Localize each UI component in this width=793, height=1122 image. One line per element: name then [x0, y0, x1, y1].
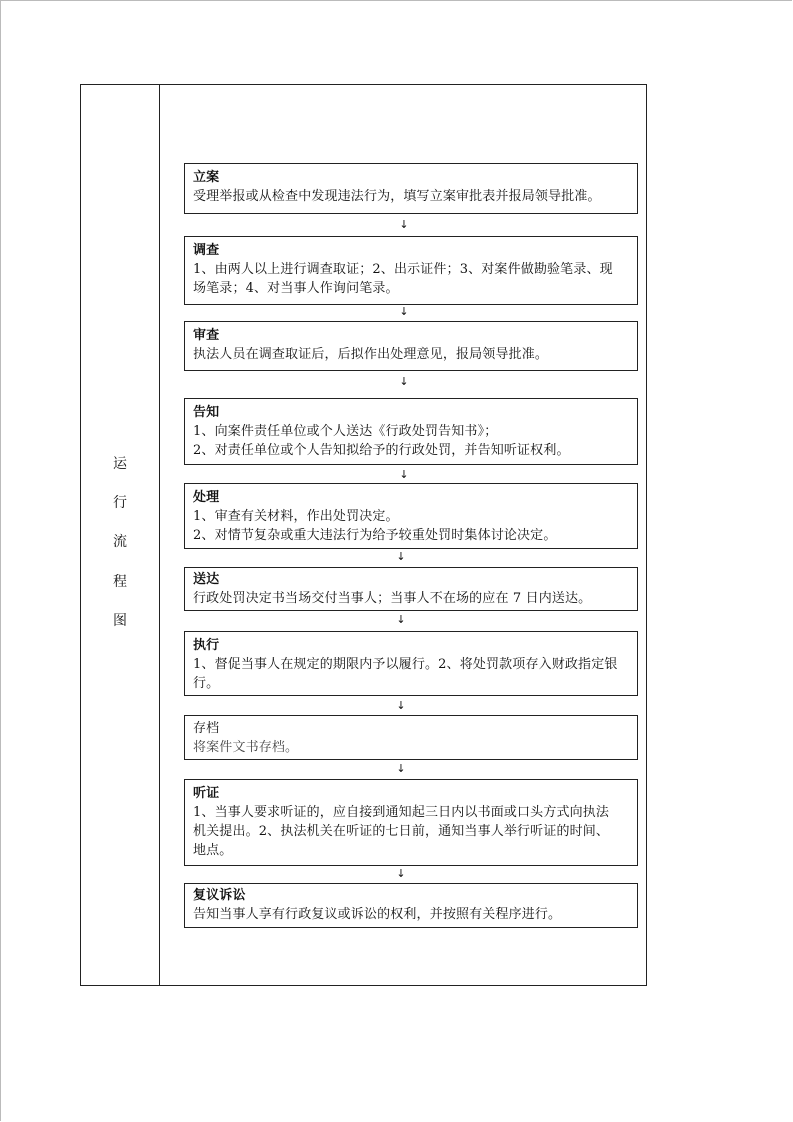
step-text: 2、对情节复杂或重大违法行为给予较重处罚时集体讨论决定。 [193, 528, 557, 543]
step-text: 告知当事人享有行政复议或诉讼的权利，并按照有关程序进行。 [193, 907, 562, 922]
step-text: 机关提出。2、执法机关在听证的七日前，通知当事人举行听证的时间、 [193, 824, 610, 839]
row-label-char: 图 [113, 613, 127, 629]
step-text: 1、审查有关材料，作出处罚决定。 [193, 509, 399, 524]
step-text: 1、督促当事人在规定的期限内予以履行。2、将处罚款项存入财政指定银 [193, 657, 618, 672]
column-divider [159, 85, 160, 985]
step-box-hearing [184, 779, 638, 866]
step-title: 执行 [193, 638, 220, 653]
down-arrow-icon: ↓ [396, 613, 406, 626]
down-arrow-icon: ↓ [399, 218, 409, 231]
step-text: 地点。 [193, 843, 233, 858]
step-text: 2、对责任单位或个人告知拟给予的行政处罚，并告知听证权利。 [193, 443, 570, 458]
step-title: 审查 [193, 328, 220, 343]
row-label-char: 行 [113, 495, 127, 511]
step-text: 1、当事人要求听证的，应自接到通知起三日内以书面或口头方式向执法 [193, 805, 610, 820]
step-title: 听证 [193, 786, 220, 801]
step-title: 送达 [193, 572, 220, 587]
step-text: 场笔录；4、对当事人作询问笔录。 [193, 281, 399, 296]
row-label-char: 程 [113, 574, 127, 590]
step-box-register [184, 163, 638, 214]
step-title: 复议诉讼 [193, 888, 246, 903]
step-text: 将案件文书存档。 [193, 740, 299, 755]
down-arrow-icon: ↓ [396, 550, 406, 563]
step-title: 存档 [193, 721, 220, 736]
step-text: 行政处罚决定书当场交付当事人；当事人不在场的应在 7 日内送达。 [193, 591, 592, 606]
step-box-review [184, 321, 638, 371]
step-box-archive [184, 715, 638, 760]
step-title: 告知 [193, 405, 220, 420]
step-box-appeal [184, 883, 638, 928]
down-arrow-icon: ↓ [396, 699, 406, 712]
step-title: 调查 [193, 243, 220, 258]
step-text: 受理举报或从检查中发现违法行为，填写立案审批表并报局领导批准。 [193, 189, 601, 204]
step-title: 处理 [193, 490, 220, 505]
down-arrow-icon: ↓ [399, 305, 409, 318]
row-label-cell [81, 85, 159, 985]
step-text: 执法人员在调查取证后，后拟作出处理意见，报局领导批准。 [193, 347, 549, 362]
step-text: 行。 [193, 676, 220, 691]
down-arrow-icon: ↓ [399, 375, 409, 388]
step-box-investigate [184, 236, 638, 305]
step-box-execute [184, 631, 638, 696]
step-box-deliver [184, 567, 638, 611]
down-arrow-icon: ↓ [396, 762, 406, 775]
step-box-handle [184, 483, 638, 549]
down-arrow-icon: ↓ [399, 468, 409, 481]
row-label-char: 流 [113, 534, 127, 550]
step-text: 1、向案件责任单位或个人送达《行政处罚告知书》； [193, 424, 498, 439]
row-label-char: 运 [113, 456, 127, 472]
step-box-notify [184, 398, 638, 465]
step-title: 立案 [193, 170, 220, 185]
down-arrow-icon: ↓ [396, 867, 406, 880]
step-text: 1、由两人以上进行调查取证；2、出示证件；3、对案件做勘验笔录、现 [193, 262, 613, 277]
